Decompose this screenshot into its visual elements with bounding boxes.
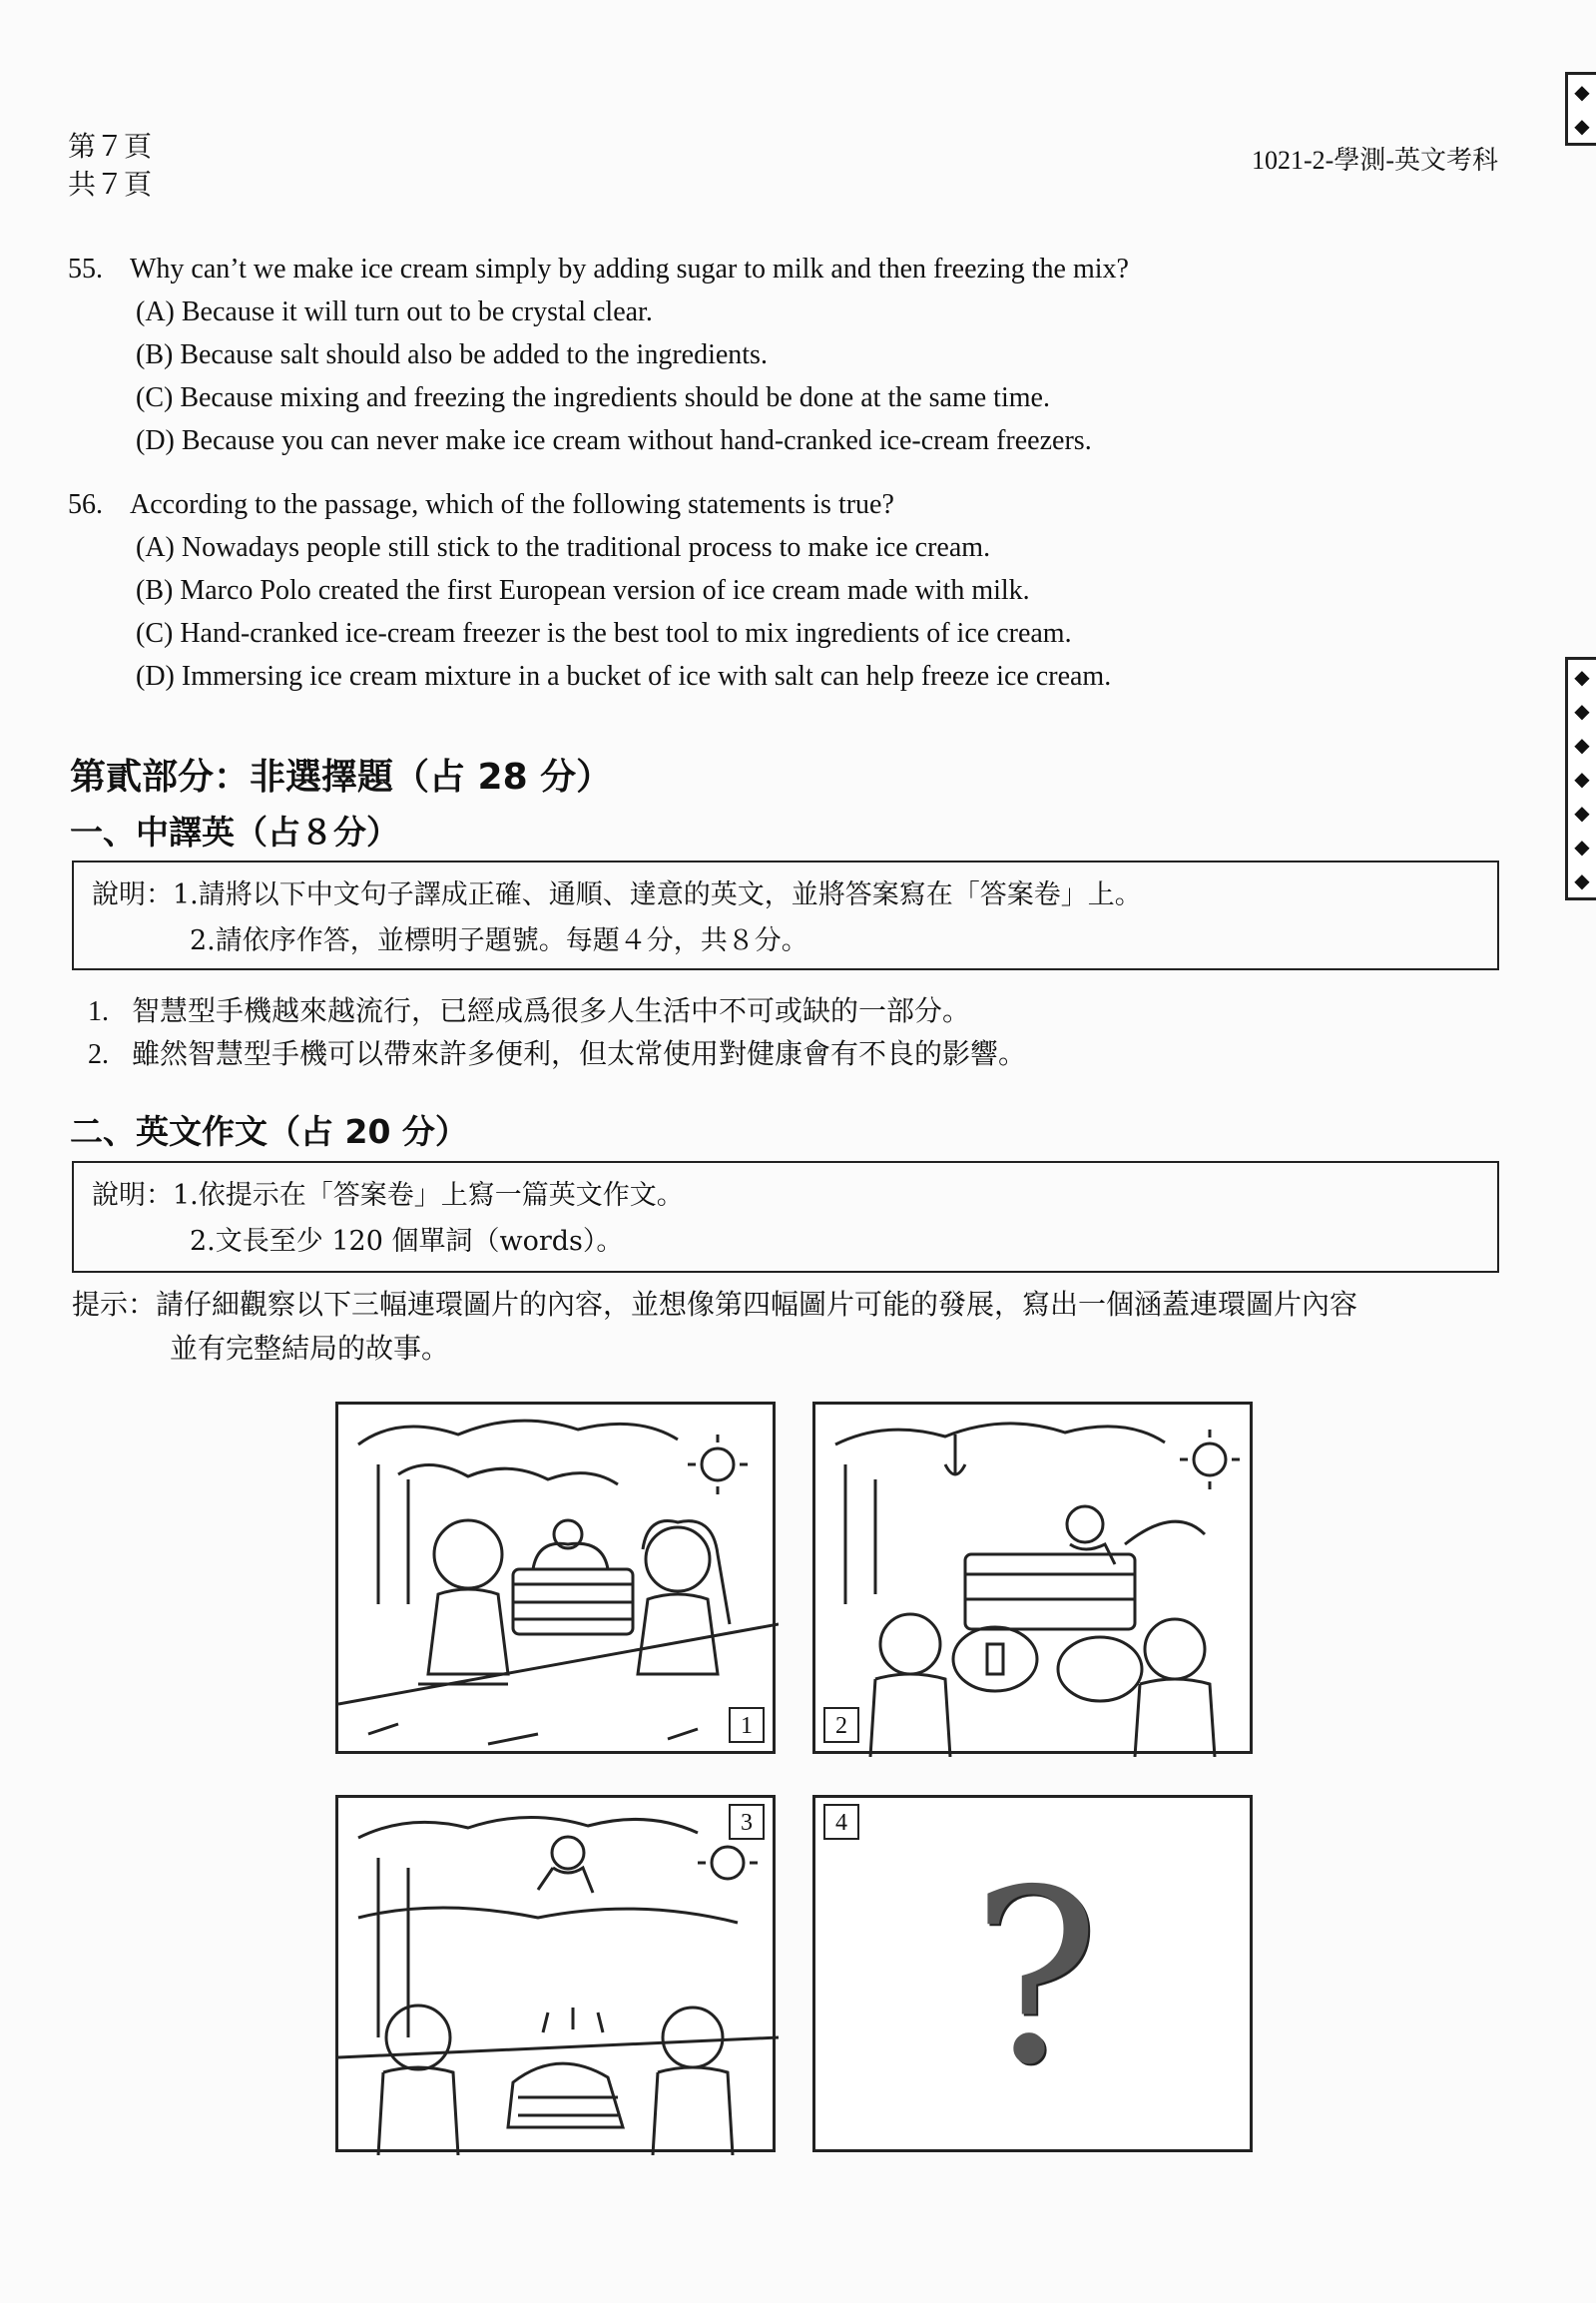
question-56 — [68, 483, 1111, 698]
panel-number: 3 — [729, 1804, 765, 1840]
list-item: 1. 智慧型手機越來越流行，已經成爲很多人生活中不可或缺的一部分。 — [88, 994, 971, 1027]
option-a: (A) Nowadays people still stick to the traditional process to make ice cream. — [136, 532, 991, 563]
side-tab — [1565, 657, 1596, 900]
option-b: (B) Because salt should also be added to the ingredients. — [136, 339, 768, 370]
option-b: (B) Marco Polo created the first European version of ice cream made with milk. — [136, 575, 1030, 606]
picnic-illustration — [338, 1405, 779, 1757]
question-stem: According to the passage, which of the following statements is true? — [130, 489, 894, 520]
diamond-icon: ◆ — [1574, 835, 1590, 859]
question-stem: Why can’t we make ice cream simply by adding sugar to milk and then freezing the mix? — [130, 254, 1129, 285]
top-side-tab — [1565, 72, 1596, 146]
diamond-icon: ◆ — [1574, 80, 1590, 104]
diamond-icon: ◆ — [1574, 868, 1590, 892]
comic-panel-1 — [335, 1402, 776, 1754]
question-number: 56. — [68, 489, 103, 520]
option-c: (C) Hand-cranked ice-cream freezer is the best tool to mix ingredients of ice cream. — [136, 618, 1072, 649]
section2-title: 二、英文作文（占 20 分） — [70, 1112, 468, 1151]
comic-panel-2 — [812, 1402, 1253, 1754]
option-d: (D) Immersing ice cream mixture in a bucket of ice with salt can help freeze ice cream. — [136, 661, 1112, 692]
diamond-icon: ◆ — [1574, 114, 1590, 138]
exam-code: 1021-2-學測-英文考科 — [1252, 146, 1498, 175]
comic-panel-3 — [335, 1795, 776, 2152]
question-55 — [68, 248, 1129, 462]
diamond-icon: ◆ — [1574, 801, 1590, 825]
diamond-icon: ◆ — [1574, 733, 1590, 757]
page-number: 第７頁 共７頁 — [68, 130, 153, 201]
panel-number: 1 — [729, 1707, 765, 1743]
section1-title: 一、中譯英（占８分） — [70, 813, 399, 852]
monkey-basket-illustration — [815, 1405, 1256, 1757]
diamond-icon: ◆ — [1574, 699, 1590, 723]
question-mark-icon: ? — [971, 1838, 1100, 2117]
option-d: (D) Because you can never make ice cream without hand-cranked ice-cream freezers. — [136, 425, 1092, 456]
section2-instructions: 說明：1.依提示在「答案卷」上寫一篇英文作文。 2.文長至少 120 個單詞（words）。 — [72, 1161, 1499, 1273]
diamond-icon: ◆ — [1574, 665, 1590, 689]
panel-number: 4 — [823, 1804, 859, 1840]
option-a: (A) Because it will turn out to be crystal clear. — [136, 296, 653, 327]
question-number: 55. — [68, 254, 103, 285]
option-c: (C) Because mixing and freezing the ingredients should be done at the same time. — [136, 382, 1050, 413]
writing-hint: 提示：請仔細觀察以下三幅連環圖片的內容，並想像第四幅圖片可能的發展，寫出一個涵蓋連環圖片內容 並有完整結局的故事。 — [72, 1288, 1358, 1365]
part2-title: 第貳部分：非選擇題（占 28 分） — [70, 757, 613, 798]
section1-instructions: 說明：1.請將以下中文句子譯成正確、通順、達意的英文，並將答案寫在「答案卷」上。 2.請依序作答，並標明子題號。每題４分，共８分。 — [72, 861, 1499, 970]
empty-basket-illustration — [338, 1798, 779, 2155]
translation-items — [88, 990, 1026, 1076]
diamond-icon: ◆ — [1574, 767, 1590, 791]
panel-number: 2 — [823, 1707, 859, 1743]
comic-panel-4 — [812, 1795, 1253, 2152]
list-item: 2. 雖然智慧型手機可以帶來許多便利，但太常使用對健康會有不良的影響。 — [88, 1037, 1027, 1070]
